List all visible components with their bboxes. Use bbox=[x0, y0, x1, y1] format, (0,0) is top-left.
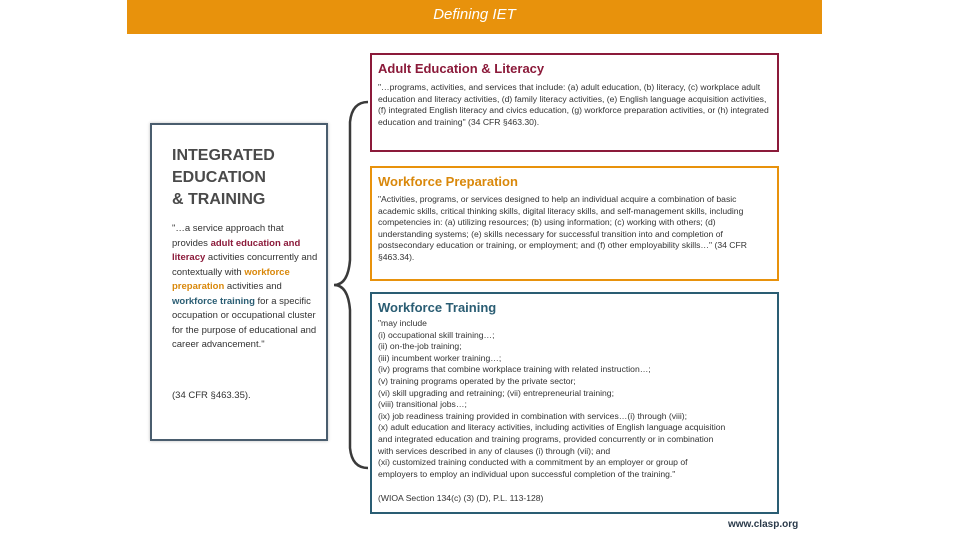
adult-education-box bbox=[370, 53, 779, 152]
iet-title-line-3: & TRAINING bbox=[172, 191, 266, 208]
list-item: (iii) incumbent worker training…; bbox=[378, 352, 502, 363]
adult-education-title: Adult Education & Literacy bbox=[378, 61, 545, 76]
workforce-preparation-title: Workforce Preparation bbox=[378, 174, 518, 189]
iet-text-part-4: for a specific occupation or occupational cluster for the purpose of educational and career advancement." bbox=[172, 295, 317, 350]
workforce-training-title: Workforce Training bbox=[378, 300, 497, 315]
iet-text-part-3: activities and bbox=[224, 281, 282, 292]
workforce-preparation-box bbox=[370, 166, 779, 281]
list-item: (viii) transitional jobs…; bbox=[378, 399, 467, 410]
iet-definition-box bbox=[150, 123, 328, 441]
list-item: employers to employ an individual upon successful completion of the training." bbox=[378, 468, 676, 479]
iet-text-part-2: activities concurrently and contextually with bbox=[172, 252, 318, 278]
list-item: (vi) skill upgrading and retraining; (vii) entrepreneurial training; bbox=[378, 387, 614, 398]
workforce-training-citation: (WIOA Section 134(c) (3) (D), P.L. 113-128) bbox=[378, 493, 544, 503]
iet-citation: (34 CFR §463.35). bbox=[172, 390, 251, 401]
iet-title bbox=[172, 145, 322, 211]
list-item: (i) occupational skill training…; bbox=[378, 329, 495, 340]
list-item: (ix) job readiness training provided in combination with services…(i) through (viii); bbox=[378, 410, 688, 421]
iet-definition-text bbox=[172, 222, 322, 353]
list-item: and integrated education and training programs, provided concurrently or in combination bbox=[378, 433, 714, 444]
list-item: with services described in any of clauses (i) through (vii); and bbox=[378, 445, 611, 456]
list-item: (ii) on-the-job training; bbox=[378, 341, 462, 352]
header-banner bbox=[127, 0, 822, 34]
iet-title-line-1: INTEGRATED bbox=[172, 147, 275, 164]
website-url: www.clasp.org bbox=[728, 519, 799, 530]
iet-highlight-adult-education: adult education and literacy bbox=[172, 237, 301, 263]
list-item: (iv) programs that combine workplace training with related instruction…; bbox=[378, 364, 651, 375]
workforce-training-list bbox=[378, 318, 771, 480]
list-item: (x) adult education and literacy activities, including activities of English language acquisition bbox=[378, 422, 726, 433]
list-item: (v) training programs operated by the private sector; bbox=[378, 375, 576, 386]
iet-text-part-1: "…a service approach that provides bbox=[172, 223, 284, 249]
workforce-training-box bbox=[370, 292, 779, 514]
iet-title-line-2: EDUCATION bbox=[172, 169, 266, 186]
page-title: Defining IET bbox=[433, 6, 516, 23]
iet-highlight-workforce-training: workforce training bbox=[172, 295, 255, 307]
adult-education-text: "…programs, activities, and services that include: (a) adult education, (b) literacy, (c) workplace adult education and literacy activities, (d) family literacy activities, (e) English language acquisition activities, (f) integrated English literacy and civics education, (g) workforce preparation activities, or (h) integrated education and training" (34 CFR §463.30). bbox=[378, 82, 769, 127]
curly-bracket-icon bbox=[330, 100, 370, 470]
workforce-preparation-text: "Activities, programs, or services designed to help an individual acquire a combination of basic academic skills, critical thinking skills, digital literacy skills, and self-management skills, including competencies in: (a) utilizing resources; (b) using information; (c) working with others; (d) understanding systems; (e) skills necessary for successful transition into and completion of postsecondary education or training, or employment; and (f) other employability skills…" (34 CFR §463.34). bbox=[378, 194, 747, 262]
iet-highlight-workforce-preparation: workforce preparation bbox=[172, 266, 290, 292]
list-item: "may include bbox=[378, 318, 427, 328]
list-item: (xi) customized training conducted with a commitment by an employer or group of bbox=[378, 457, 688, 468]
